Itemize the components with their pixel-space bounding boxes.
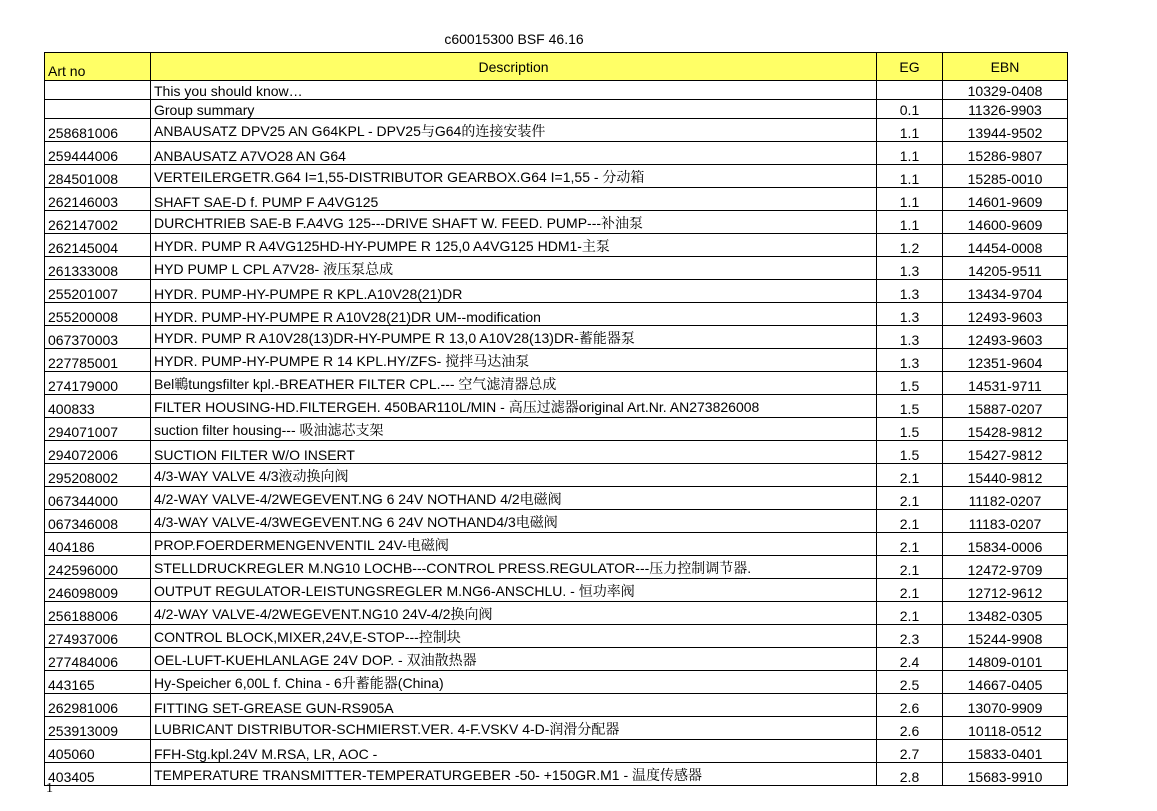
table-body <box>45 81 1068 786</box>
cell-eg: 1.5 <box>877 372 943 395</box>
cell-art-no: 258681006 <box>45 119 151 142</box>
cell-ebn: 13482-0305 <box>943 602 1068 625</box>
table-row <box>45 234 1068 257</box>
cell-eg: 2.1 <box>877 602 943 625</box>
table-row <box>45 533 1068 556</box>
cell-eg: 2.6 <box>877 694 943 717</box>
table-row <box>45 671 1068 694</box>
table-row <box>45 510 1068 533</box>
cell-description: LUBRICANT DISTRIBUTOR-SCHMIERST.VER. 4-F.VSKV 4-D-润滑分配器 <box>151 717 877 740</box>
table-row <box>45 464 1068 487</box>
cell-ebn: 15887-0207 <box>943 395 1068 418</box>
cell-eg: 1.5 <box>877 418 943 441</box>
cell-art-no: 227785001 <box>45 349 151 372</box>
cell-art-no: 256188006 <box>45 602 151 625</box>
cell-ebn: 12493-9603 <box>943 326 1068 349</box>
table-row <box>45 395 1068 418</box>
cell-eg: 1.1 <box>877 165 943 188</box>
cell-eg: 1.1 <box>877 188 943 211</box>
cell-ebn: 15285-0010 <box>943 165 1068 188</box>
cell-description: STELLDRUCKREGLER M.NG10 LOCHB---CONTROL PRESS.REGULATOR---压力控制调节器. <box>151 556 877 579</box>
cell-eg: 2.1 <box>877 487 943 510</box>
table-row <box>45 556 1068 579</box>
cell-description: suction filter housing--- 吸油滤芯支架 <box>151 418 877 441</box>
parts-table <box>44 52 1068 786</box>
table-row <box>45 280 1068 303</box>
cell-art-no: 067344000 <box>45 487 151 510</box>
cell-ebn: 15244-9908 <box>943 625 1068 648</box>
cell-art-no: 404186 <box>45 533 151 556</box>
cell-art-no: 255201007 <box>45 280 151 303</box>
table-row <box>45 257 1068 280</box>
cell-eg: 2.7 <box>877 740 943 763</box>
cell-art-no: 405060 <box>45 740 151 763</box>
cell-art-no: 262145004 <box>45 234 151 257</box>
cell-art-no: 242596000 <box>45 556 151 579</box>
cell-ebn: 13070-9909 <box>943 694 1068 717</box>
table-row <box>45 372 1068 395</box>
cell-ebn: 15833-0401 <box>943 740 1068 763</box>
cell-description: HYDR. PUMP-HY-PUMPE R KPL.A10V28(21)DR <box>151 280 877 303</box>
cell-art-no: 403405 <box>45 763 151 786</box>
cell-art-no: 274179000 <box>45 372 151 395</box>
cell-art-no: 261333008 <box>45 257 151 280</box>
cell-eg: 1.5 <box>877 395 943 418</box>
cell-eg <box>877 81 943 100</box>
cell-description: FILTER HOUSING-HD.FILTERGEH. 450BAR110L/MIN - 高压过滤器original Art.Nr. AN273826008 <box>151 395 877 418</box>
cell-ebn: 10329-0408 <box>943 81 1068 100</box>
table-row <box>45 441 1068 464</box>
cell-description: SHAFT SAE-D f. PUMP F A4VG125 <box>151 188 877 211</box>
cell-ebn: 12351-9604 <box>943 349 1068 372</box>
cell-description: 4/3-WAY VALVE-4/3WEGEVENT.NG 6 24V NOTHAND4/3电磁阀 <box>151 510 877 533</box>
cell-ebn: 15834-0006 <box>943 533 1068 556</box>
header-eg: EG <box>877 53 943 81</box>
cell-description: 4/2-WAY VALVE-4/2WEGEVENT.NG10 24V-4/2换向阀 <box>151 602 877 625</box>
cell-art-no <box>45 81 151 100</box>
cell-description: HYD PUMP L CPL A7V28- 液压泵总成 <box>151 257 877 280</box>
cell-art-no: 067346008 <box>45 510 151 533</box>
cell-description: Group summary <box>151 100 877 119</box>
cell-description: Bel鶤tungsfilter kpl.-BREATHER FILTER CPL.--- 空气滤清器总成 <box>151 372 877 395</box>
cell-art-no: 400833 <box>45 395 151 418</box>
table-row <box>45 418 1068 441</box>
cell-ebn: 14667-0405 <box>943 671 1068 694</box>
cell-art-no: 274937006 <box>45 625 151 648</box>
cell-eg: 2.6 <box>877 717 943 740</box>
cell-ebn: 14601-9609 <box>943 188 1068 211</box>
cell-description: 4/3-WAY VALVE 4/3液动换向阀 <box>151 464 877 487</box>
cell-eg: 2.8 <box>877 763 943 786</box>
cell-ebn: 13944-9502 <box>943 119 1068 142</box>
cell-ebn: 10118-0512 <box>943 717 1068 740</box>
table-row <box>45 648 1068 671</box>
cell-description: TEMPERATURE TRANSMITTER-TEMPERATURGEBER -50- +150GR.M1 - 温度传感器 <box>151 763 877 786</box>
cell-art-no: 262981006 <box>45 694 151 717</box>
cell-ebn: 11183-0207 <box>943 510 1068 533</box>
header-ebn: EBN <box>943 53 1068 81</box>
cell-description: ANBAUSATZ DPV25 AN G64KPL - DPV25与G64的连接安装件 <box>151 119 877 142</box>
cell-description: This you should know… <box>151 81 877 100</box>
cell-description: Hy-Speicher 6,00L f. China - 6升蓄能器(China) <box>151 671 877 694</box>
cell-art-no: 259444006 <box>45 142 151 165</box>
cell-art-no: 294072006 <box>45 441 151 464</box>
cell-eg: 1.3 <box>877 280 943 303</box>
cell-art-no: 284501008 <box>45 165 151 188</box>
cell-description: SUCTION FILTER W/O INSERT <box>151 441 877 464</box>
cell-description: HYDR. PUMP R A10V28(13)DR-HY-PUMPE R 13,0 A10V28(13)DR-蓄能器泵 <box>151 326 877 349</box>
document-title: c60015300 BSF 46.16 <box>444 31 584 47</box>
table-row <box>45 717 1068 740</box>
cell-eg: 1.2 <box>877 234 943 257</box>
cell-description: OEL-LUFT-KUEHLANLAGE 24V DOP. - 双油散热器 <box>151 648 877 671</box>
cell-art-no: 067370003 <box>45 326 151 349</box>
cell-art-no: 277484006 <box>45 648 151 671</box>
table-row <box>45 579 1068 602</box>
cell-ebn: 13434-9704 <box>943 280 1068 303</box>
cell-art-no: 262146003 <box>45 188 151 211</box>
cell-ebn: 15427-9812 <box>943 441 1068 464</box>
cell-ebn: 12472-9709 <box>943 556 1068 579</box>
table-row <box>45 694 1068 717</box>
table-row <box>45 165 1068 188</box>
table-row <box>45 119 1068 142</box>
cell-description: PROP.FOERDERMENGENVENTIL 24V-电磁阀 <box>151 533 877 556</box>
cell-ebn: 15683-9910 <box>943 763 1068 786</box>
cell-art-no: 255200008 <box>45 303 151 326</box>
header-description: Description <box>151 53 877 81</box>
cell-art-no: 443165 <box>45 671 151 694</box>
cell-eg: 1.3 <box>877 257 943 280</box>
table-row <box>45 303 1068 326</box>
table-row <box>45 81 1068 100</box>
cell-description: DURCHTRIEB SAE-B F.A4VG 125---DRIVE SHAFT W. FEED. PUMP---补油泵 <box>151 211 877 234</box>
cell-ebn: 14205-9511 <box>943 257 1068 280</box>
cell-description: CONTROL BLOCK,MIXER,24V,E-STOP---控制块 <box>151 625 877 648</box>
page-number: 1 <box>46 781 53 796</box>
cell-ebn: 12712-9612 <box>943 579 1068 602</box>
cell-eg: 1.1 <box>877 211 943 234</box>
cell-eg: 2.1 <box>877 533 943 556</box>
cell-eg: 0.1 <box>877 100 943 119</box>
cell-description: HYDR. PUMP-HY-PUMPE R 14 KPL.HY/ZFS- 搅拌马达油泵 <box>151 349 877 372</box>
cell-ebn: 12493-9603 <box>943 303 1068 326</box>
table-row <box>45 211 1068 234</box>
table-row <box>45 142 1068 165</box>
cell-description: OUTPUT REGULATOR-LEISTUNGSREGLER M.NG6-ANSCHLU. - 恒功率阀 <box>151 579 877 602</box>
cell-eg: 1.3 <box>877 326 943 349</box>
cell-eg: 1.1 <box>877 119 943 142</box>
cell-art-no <box>45 100 151 119</box>
cell-ebn: 14809-0101 <box>943 648 1068 671</box>
cell-eg: 2.4 <box>877 648 943 671</box>
table-row <box>45 625 1068 648</box>
table-header-row <box>45 53 1068 81</box>
cell-ebn: 14454-0008 <box>943 234 1068 257</box>
cell-description: FFH-Stg.kpl.24V M.RSA, LR, AOC - <box>151 740 877 763</box>
cell-ebn: 11326-9903 <box>943 100 1068 119</box>
cell-description: VERTEILERGETR.G64 I=1,55-DISTRIBUTOR GEARBOX.G64 I=1,55 - 分动箱 <box>151 165 877 188</box>
cell-eg: 1.1 <box>877 142 943 165</box>
table-row <box>45 602 1068 625</box>
cell-description: ANBAUSATZ A7VO28 AN G64 <box>151 142 877 165</box>
cell-description: HYDR. PUMP R A4VG125HD-HY-PUMPE R 125,0 A4VG125 HDM1-主泵 <box>151 234 877 257</box>
table-row <box>45 763 1068 786</box>
cell-art-no: 262147002 <box>45 211 151 234</box>
cell-art-no: 246098009 <box>45 579 151 602</box>
cell-eg: 1.5 <box>877 441 943 464</box>
table-row <box>45 100 1068 119</box>
cell-description: 4/2-WAY VALVE-4/2WEGEVENT.NG 6 24V NOTHAND 4/2电磁阀 <box>151 487 877 510</box>
cell-ebn: 14531-9711 <box>943 372 1068 395</box>
cell-ebn: 14600-9609 <box>943 211 1068 234</box>
table-row <box>45 349 1068 372</box>
cell-eg: 2.1 <box>877 510 943 533</box>
cell-eg: 2.1 <box>877 464 943 487</box>
cell-eg: 2.1 <box>877 579 943 602</box>
cell-eg: 2.1 <box>877 556 943 579</box>
table-row <box>45 326 1068 349</box>
cell-eg: 2.5 <box>877 671 943 694</box>
table-row <box>45 740 1068 763</box>
cell-art-no: 253913009 <box>45 717 151 740</box>
table-row <box>45 487 1068 510</box>
cell-ebn: 15440-9812 <box>943 464 1068 487</box>
table-row <box>45 188 1068 211</box>
cell-eg: 2.3 <box>877 625 943 648</box>
cell-art-no: 294071007 <box>45 418 151 441</box>
cell-description: FITTING SET-GREASE GUN-RS905A <box>151 694 877 717</box>
cell-ebn: 15428-9812 <box>943 418 1068 441</box>
cell-ebn: 11182-0207 <box>943 487 1068 510</box>
cell-description: HYDR. PUMP-HY-PUMPE R A10V28(21)DR UM--modification <box>151 303 877 326</box>
cell-eg: 1.3 <box>877 303 943 326</box>
header-art-no: Art no <box>45 53 151 81</box>
cell-ebn: 15286-9807 <box>943 142 1068 165</box>
cell-art-no: 295208002 <box>45 464 151 487</box>
cell-eg: 1.3 <box>877 349 943 372</box>
